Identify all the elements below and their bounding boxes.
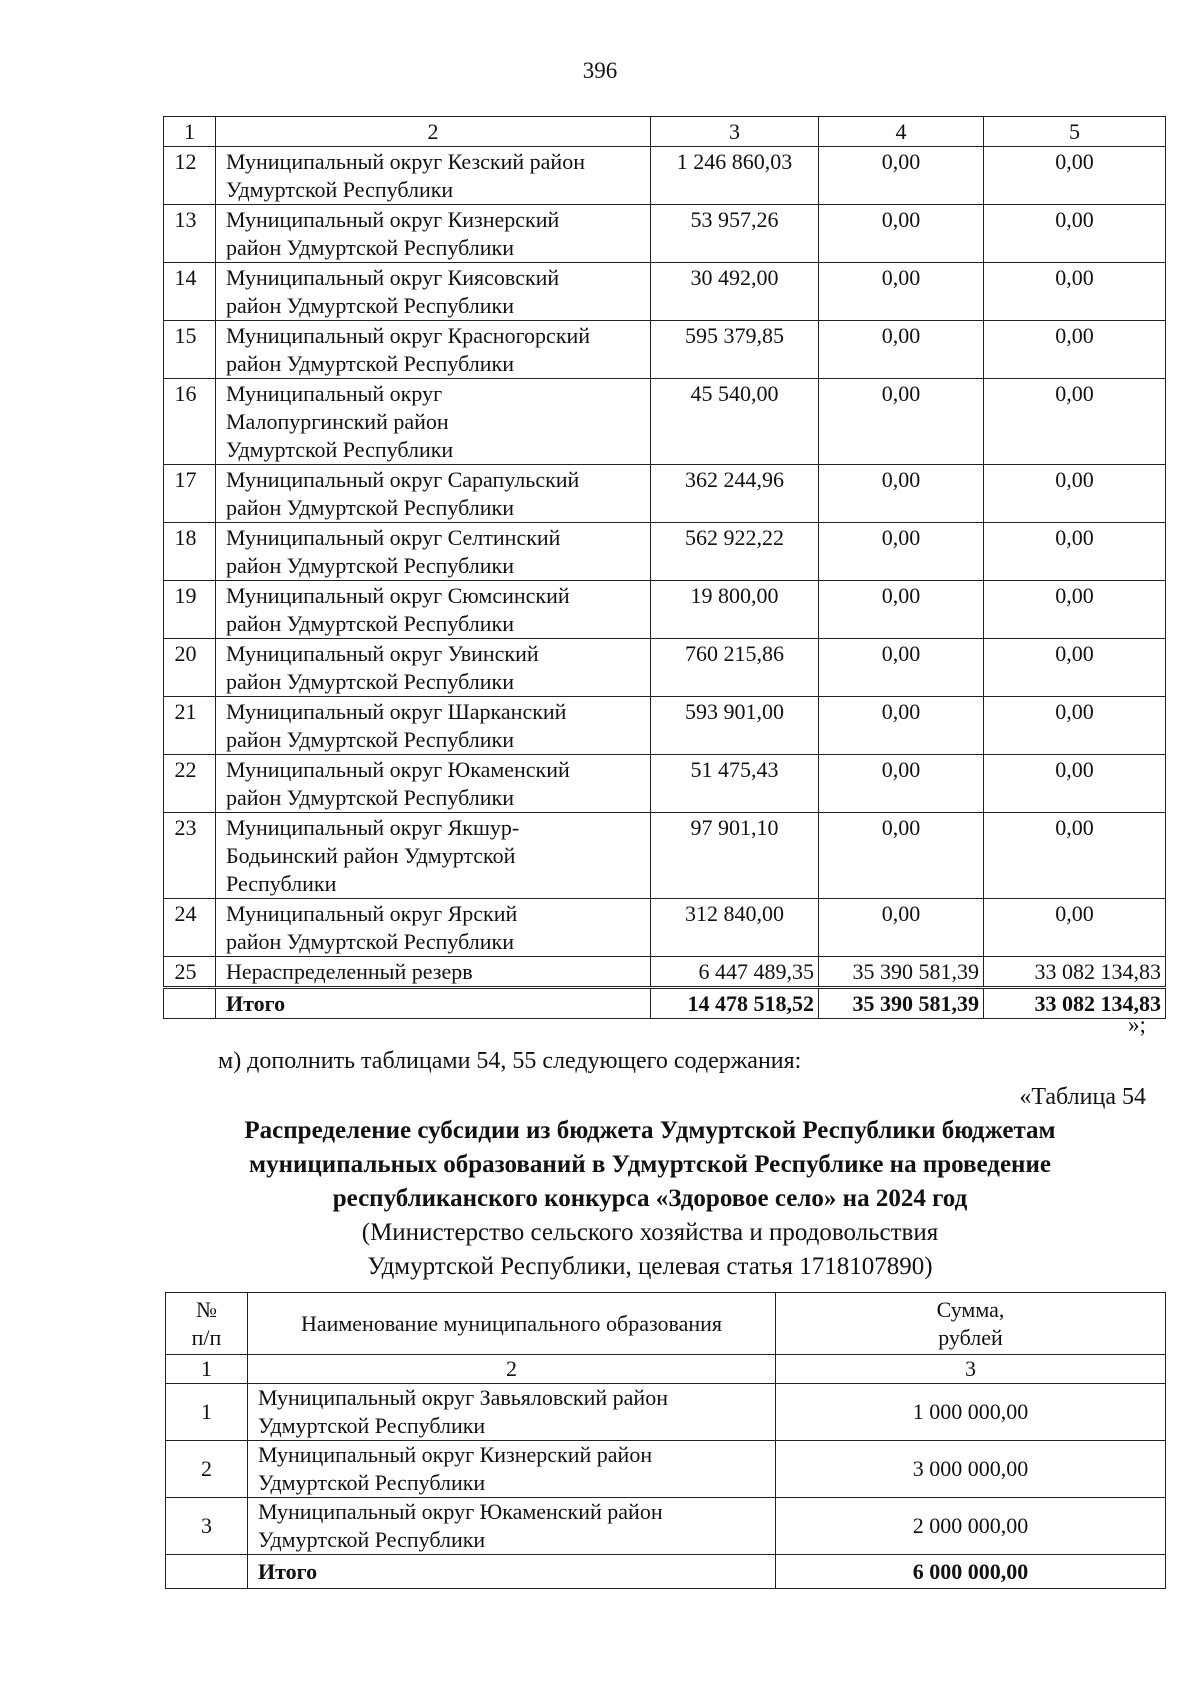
amount-col3: 97 901,10 <box>651 813 819 899</box>
amount-col4: 0,00 <box>819 581 984 639</box>
table-header-row <box>164 117 1166 147</box>
amount-col5: 0,00 <box>984 755 1166 813</box>
amount-col5: 0,00 <box>984 899 1166 957</box>
municipality-name-line: Муниципальный округ Кизнерский район <box>258 1442 653 1467</box>
amount-col5: 0,00 <box>984 205 1166 263</box>
municipality-name-line: район Удмуртской Республики <box>226 235 514 260</box>
municipality-name-line: район Удмуртской Республики <box>226 929 514 954</box>
table-row <box>166 1384 1166 1441</box>
amount-col4: 0,00 <box>819 321 984 379</box>
table-row <box>164 899 1166 957</box>
total-amount: 6 000 000,00 <box>776 1555 1166 1589</box>
table-title-line: Распределение субсидии из бюджета Удмуртской Республики бюджетам <box>244 1117 1056 1144</box>
municipality-name-line: Бодьинский район Удмуртской <box>226 843 516 868</box>
amount-col3: 593 901,00 <box>651 697 819 755</box>
municipality-name-line: Республики <box>226 871 337 896</box>
municipality-name <box>216 321 651 379</box>
table-row <box>164 465 1166 523</box>
header-sum-label: рублей <box>938 1324 1003 1350</box>
municipality-name-line: Муниципальный округ Шарканский <box>226 699 567 724</box>
table-header-row <box>166 1293 1166 1355</box>
amount-col5: 33 082 134,83 <box>984 957 1166 988</box>
municipality-name-line: Муниципальный округ Ярский <box>226 901 518 926</box>
column-number: 2 <box>216 117 651 147</box>
column-number: 2 <box>248 1355 776 1384</box>
amount-col5: 0,00 <box>984 465 1166 523</box>
municipality-name <box>216 899 651 957</box>
row-number: 20 <box>164 639 216 697</box>
table-row <box>164 957 1166 988</box>
amount-col4: 0,00 <box>819 263 984 321</box>
table-title-line: муниципальных образований в Удмуртской Республике на проведение <box>249 1151 1051 1178</box>
header-sum-label: Сумма, <box>936 1296 1005 1322</box>
municipality-name <box>216 697 651 755</box>
municipality-name-line: район Удмуртской Республики <box>226 785 514 810</box>
amount-col3: 362 244,96 <box>651 465 819 523</box>
municipality-name-line: Удмуртской Республики <box>258 1470 486 1495</box>
amount-col5: 0,00 <box>984 263 1166 321</box>
municipality-name-line: Муниципальный округ Юкаменский район <box>258 1499 663 1524</box>
row-number: 16 <box>164 379 216 465</box>
total-row <box>164 988 1166 1019</box>
total-col5: 33 082 134,83 <box>984 988 1166 1019</box>
row-number: 22 <box>164 755 216 813</box>
amount-col4: 0,00 <box>819 755 984 813</box>
total-row <box>166 1555 1166 1589</box>
column-number: 1 <box>164 117 216 147</box>
amount-col5: 0,00 <box>984 697 1166 755</box>
column-number: 1 <box>166 1355 248 1384</box>
table-subtitle-line: Удмуртской Республики, целевая статья 1718107890) <box>367 1253 933 1280</box>
table-title-line: республиканского конкурса «Здоровое село» на 2024 год <box>332 1185 968 1212</box>
municipality-name <box>216 205 651 263</box>
amount-col3: 45 540,00 <box>651 379 819 465</box>
total-label: Итого <box>248 1555 776 1589</box>
amount-col4: 35 390 581,39 <box>819 957 984 988</box>
closing-quote: »; <box>1128 1012 1146 1037</box>
municipality-name <box>216 639 651 697</box>
amount-col5: 0,00 <box>984 639 1166 697</box>
subsidy-amount: 1 000 000,00 <box>776 1384 1166 1441</box>
total-number-cell <box>164 988 216 1019</box>
amount-col5: 0,00 <box>984 813 1166 899</box>
total-col3: 14 478 518,52 <box>651 988 819 1019</box>
municipality-name-line: район Удмуртской Республики <box>226 669 514 694</box>
table-label: «Таблица 54 <box>1019 1084 1146 1110</box>
table-row <box>164 523 1166 581</box>
municipality-name <box>216 523 651 581</box>
municipality-name <box>216 813 651 899</box>
subsidy-table-54 <box>165 1292 1166 1589</box>
amount-col3: 760 215,86 <box>651 639 819 697</box>
table-row <box>164 321 1166 379</box>
municipality-name <box>216 147 651 205</box>
row-number: 2 <box>166 1441 248 1498</box>
municipality-name-line: Удмуртской Республики <box>226 437 454 462</box>
municipality-name-line: Муниципальный округ Сарапульский <box>226 467 580 492</box>
row-number: 3 <box>166 1498 248 1555</box>
amount-col4: 0,00 <box>819 205 984 263</box>
municipality-name <box>248 1498 776 1555</box>
header-number-label: № <box>196 1296 217 1322</box>
municipality-name <box>216 755 651 813</box>
amount-col5: 0,00 <box>984 523 1166 581</box>
amount-col3: 1 246 860,03 <box>651 147 819 205</box>
row-number: 14 <box>164 263 216 321</box>
row-number: 24 <box>164 899 216 957</box>
municipality-name-line: Малопургинский район <box>226 409 449 434</box>
header-name-cell: Наименование муниципального образования <box>248 1293 776 1355</box>
table-row <box>166 1498 1166 1555</box>
amount-col3: 30 492,00 <box>651 263 819 321</box>
municipality-name-line: Муниципальный округ Красногорский <box>226 323 591 348</box>
column-number: 3 <box>651 117 819 147</box>
table-row <box>164 813 1166 899</box>
municipality-name-line: Муниципальный округ Кезский район <box>226 149 585 174</box>
table-title-block <box>150 1114 1150 1284</box>
amount-col3: 595 379,85 <box>651 321 819 379</box>
row-number: 19 <box>164 581 216 639</box>
amount-col4: 0,00 <box>819 697 984 755</box>
row-number: 12 <box>164 147 216 205</box>
amount-col5: 0,00 <box>984 379 1166 465</box>
municipality-name-line: район Удмуртской Республики <box>226 611 514 636</box>
municipality-name-line: Муниципальный округ Кизнерский <box>226 207 560 232</box>
subsidy-amount: 3 000 000,00 <box>776 1441 1166 1498</box>
amount-col3: 53 957,26 <box>651 205 819 263</box>
amount-col4: 0,00 <box>819 899 984 957</box>
municipality-name-line: Муниципальный округ Сюмсинский <box>226 583 570 608</box>
row-number: 1 <box>166 1384 248 1441</box>
municipality-name-line: Муниципальный округ Якшур- <box>226 815 520 840</box>
row-number: 25 <box>164 957 216 988</box>
municipality-name-line: Удмуртской Республики <box>226 177 454 202</box>
municipality-name <box>216 465 651 523</box>
table-row <box>164 755 1166 813</box>
municipality-name-line: Муниципальный округ Киясовский <box>226 265 560 290</box>
header-sum-cell <box>776 1293 1166 1355</box>
municipality-name-line: район Удмуртской Республики <box>226 293 514 318</box>
municipality-name-line: Муниципальный округ Завьяловский район <box>258 1385 668 1410</box>
municipality-name-line: Муниципальный округ <box>226 381 443 406</box>
amount-col3: 312 840,00 <box>651 899 819 957</box>
header-number-label: п/п <box>191 1324 222 1350</box>
municipality-name-line: Нераспределенный резерв <box>226 959 473 984</box>
total-col4: 35 390 581,39 <box>819 988 984 1019</box>
table-row <box>164 205 1166 263</box>
municipality-name <box>248 1441 776 1498</box>
municipality-name <box>216 957 651 988</box>
row-number: 13 <box>164 205 216 263</box>
column-number: 3 <box>776 1355 1166 1384</box>
amount-col5: 0,00 <box>984 147 1166 205</box>
municipality-name-line: Удмуртской Республики <box>258 1527 486 1552</box>
municipality-name-line: Муниципальный округ Увинский <box>226 641 539 666</box>
amendment-paragraph: м) дополнить таблицами 54, 55 следующего содержания: <box>218 1048 802 1074</box>
page-number: 396 <box>582 58 618 83</box>
municipality-name <box>216 581 651 639</box>
amount-col4: 0,00 <box>819 523 984 581</box>
amount-col4: 0,00 <box>819 813 984 899</box>
header-number-cell <box>166 1293 248 1355</box>
municipality-name-line: район Удмуртской Республики <box>226 553 514 578</box>
table-row <box>164 147 1166 205</box>
table-row <box>164 379 1166 465</box>
table-row <box>164 697 1166 755</box>
amount-col4: 0,00 <box>819 465 984 523</box>
total-label: Итого <box>216 988 651 1019</box>
municipality-name-line: район Удмуртской Республики <box>226 495 514 520</box>
municipality-name-line: Удмуртской Республики <box>258 1413 486 1438</box>
amount-col4: 0,00 <box>819 147 984 205</box>
amount-col3: 51 475,43 <box>651 755 819 813</box>
row-number: 15 <box>164 321 216 379</box>
municipality-name-line: Муниципальный округ Юкаменский <box>226 757 570 782</box>
amount-col3: 6 447 489,35 <box>651 957 819 988</box>
municipality-name-line: район Удмуртской Республики <box>226 351 514 376</box>
row-number: 17 <box>164 465 216 523</box>
municipality-name <box>216 379 651 465</box>
table-row <box>164 639 1166 697</box>
column-number-row <box>166 1355 1166 1384</box>
total-number-cell <box>166 1555 248 1589</box>
table-row <box>164 263 1166 321</box>
amount-col3: 562 922,22 <box>651 523 819 581</box>
row-number: 18 <box>164 523 216 581</box>
amount-col3: 19 800,00 <box>651 581 819 639</box>
table-row <box>166 1441 1166 1498</box>
municipality-name-line: Муниципальный округ Селтинский <box>226 525 561 550</box>
table-row <box>164 581 1166 639</box>
row-number: 23 <box>164 813 216 899</box>
municipality-name-line: район Удмуртской Республики <box>226 727 514 752</box>
row-number: 21 <box>164 697 216 755</box>
distribution-table-continued <box>163 116 1166 1019</box>
column-number: 4 <box>819 117 984 147</box>
column-number: 5 <box>984 117 1166 147</box>
amount-col4: 0,00 <box>819 639 984 697</box>
amount-col4: 0,00 <box>819 379 984 465</box>
subsidy-amount: 2 000 000,00 <box>776 1498 1166 1555</box>
amount-col5: 0,00 <box>984 321 1166 379</box>
municipality-name <box>216 263 651 321</box>
amount-col5: 0,00 <box>984 581 1166 639</box>
table-subtitle-line: (Министерство сельского хозяйства и продовольствия <box>361 1219 939 1246</box>
municipality-name <box>248 1384 776 1441</box>
